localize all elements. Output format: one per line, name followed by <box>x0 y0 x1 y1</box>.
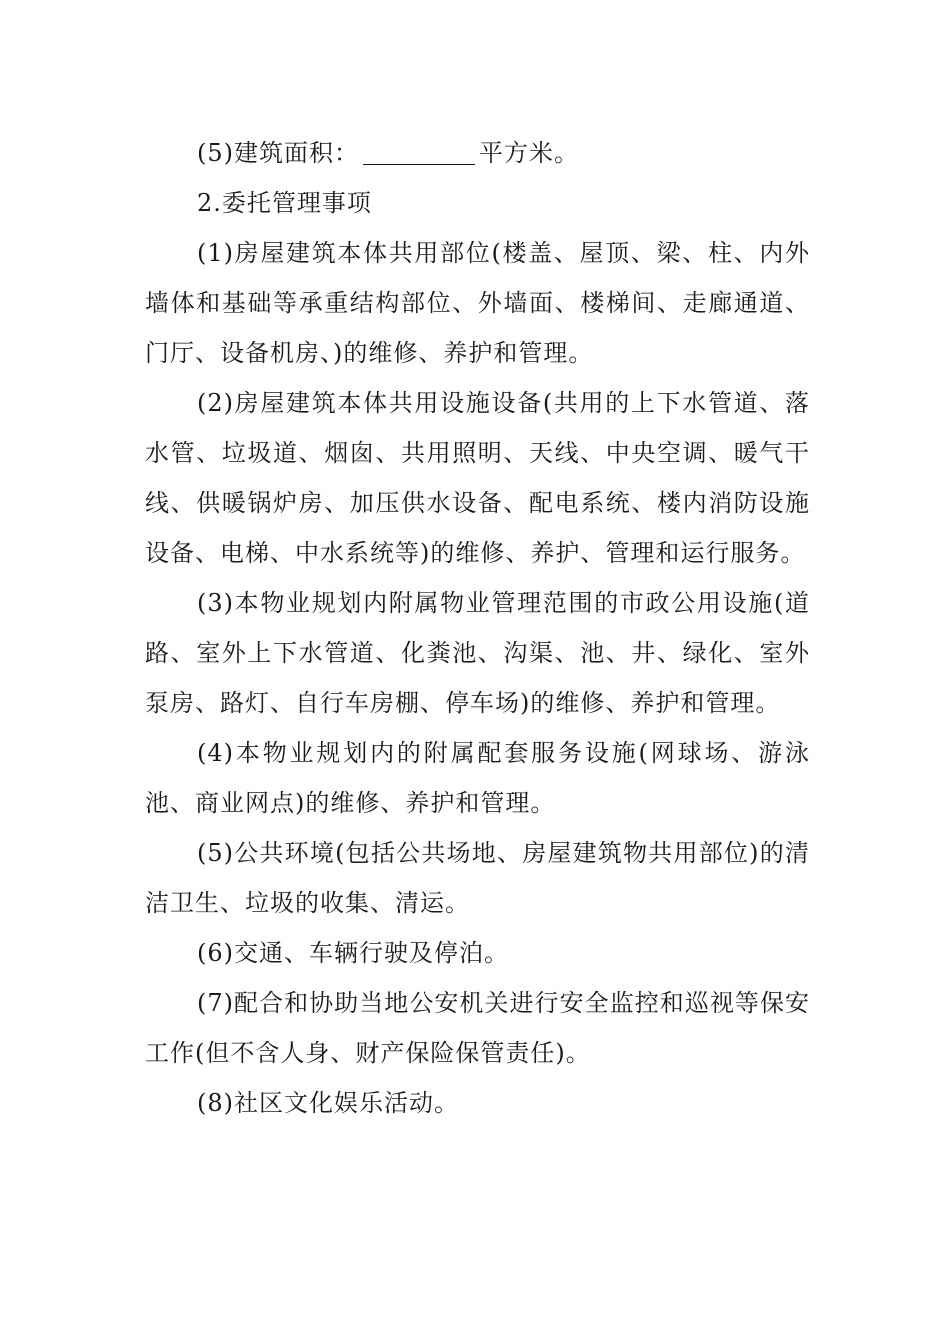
item-6-paragraph: (6)交通、车辆行驶及停泊。 <box>197 939 509 967</box>
area-line-suffix: 平方米。 <box>479 139 579 167</box>
item-3-paragraph: (3)本物业规划内附属物业管理范围的市政公用设施(道路、室外上下水管道、化粪池、沟渠、池、井、绿化、室外泵房、路灯、自行车房棚、停车场)的维修、养护和管理。 <box>145 589 810 717</box>
area-line-prefix: (5)建筑面积： <box>197 139 359 167</box>
area-line <box>145 128 810 178</box>
document-body <box>145 128 810 1128</box>
area-blank-field <box>363 136 475 165</box>
item-2-paragraph: (2)房屋建筑本体共用设施设备(共用的上下水管道、落水管、垃圾道、烟囱、共用照明、天线、中央空调、暖气干线、供暖锅炉房、加压供水设备、配电系统、楼内消防设施设备、电梯、中水系统等)的维修、养护、管理和运行服务。 <box>145 389 810 567</box>
item-1-paragraph: (1)房屋建筑本体共用部位(楼盖、屋顶、梁、柱、内外墙体和基础等承重结构部位、外墙面、楼梯间、走廊通道、门厅、设备机房、)的维修、养护和管理。 <box>145 239 810 367</box>
item-7-paragraph: (7)配合和协助当地公安机关进行安全监控和巡视等保安工作(但不含人身、财产保险保管责任)。 <box>145 989 810 1067</box>
item-8-paragraph: (8)社区文化娱乐活动。 <box>197 1089 459 1117</box>
item-4-paragraph: (4)本物业规划内的附属配套服务设施(网球场、游泳池、商业网点)的维修、养护和管理。 <box>145 739 810 817</box>
item-5-paragraph: (5)公共环境(包括公共场地、房屋建筑物共用部位)的清洁卫生、垃圾的收集、清运。 <box>145 839 810 917</box>
section-heading: 2.委托管理事项 <box>197 189 372 217</box>
